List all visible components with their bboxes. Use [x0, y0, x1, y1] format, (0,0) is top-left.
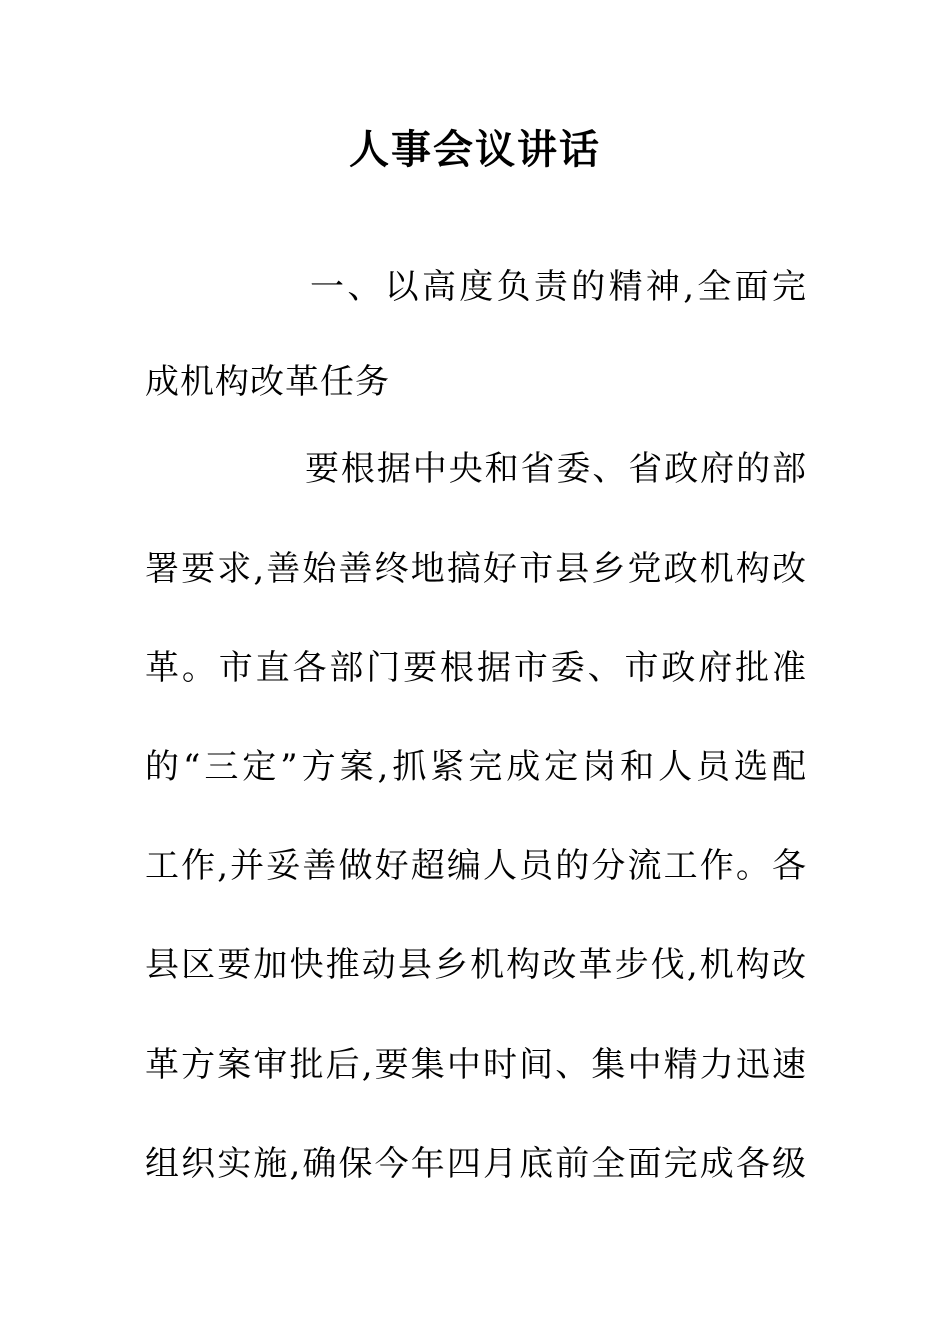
- paragraph-line: 革。市直各部门要根据市委、市政府批准: [145, 648, 807, 688]
- paragraph-line: 革方案审批后,要集中时间、集中精力迅速: [145, 1045, 807, 1085]
- paragraph-line: 的“三定”方案,抓紧完成定岗和人员选配: [145, 747, 807, 787]
- paragraph-line: 组织实施,确保今年四月底前全面完成各级: [145, 1144, 807, 1184]
- paragraph-line: 署要求,善始善终地搞好市县乡党政机构改: [145, 549, 807, 589]
- paragraph-line: 要根据中央和省委、省政府的部: [305, 449, 807, 489]
- section-heading-line-2: 成机构改革任务: [145, 362, 390, 402]
- section-heading-line-1: 一、以高度负责的精神,全面完: [310, 267, 807, 307]
- paragraph-line: 县区要加快推动县乡机构改革步伐,机构改: [145, 945, 807, 985]
- document-title: 人事会议讲话: [349, 127, 601, 173]
- paragraph-line: 工作,并妥善做好超编人员的分流工作。各: [145, 846, 807, 886]
